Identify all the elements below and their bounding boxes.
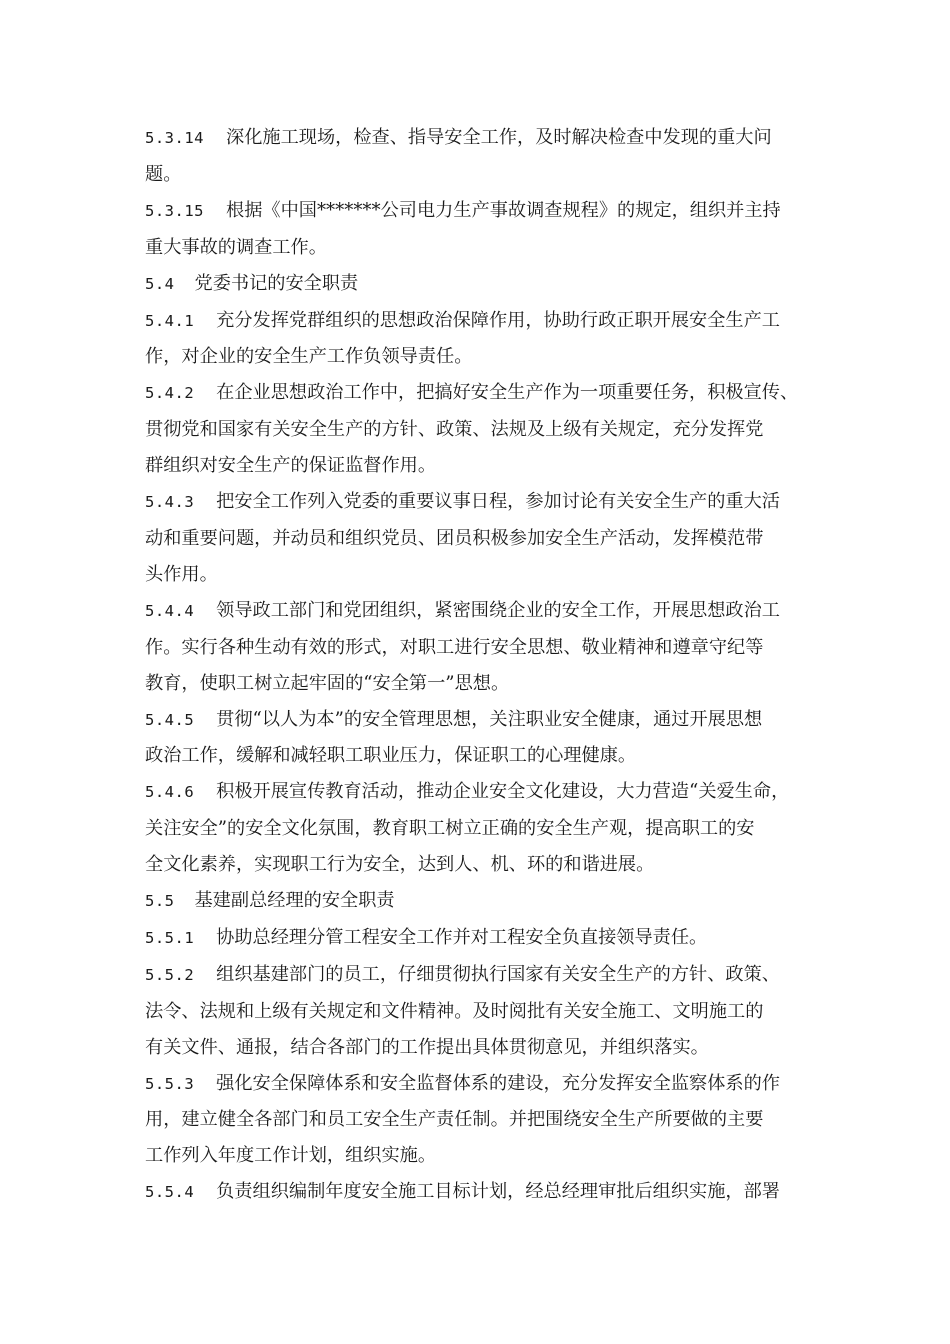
paragraph-line: 教育，使职工树立起牢固的“安全第一”思想。 (145, 672, 510, 694)
section-heading-5-5 (145, 883, 810, 920)
paragraph-line: 群组织对安全生产的保证监督作用。 (145, 455, 437, 477)
clause-text: 深化施工现场，检查、指导安全工作，及时解决检查中发现的重大问 (226, 127, 772, 148)
paragraph-5-4-3 (145, 484, 810, 593)
paragraph-line (145, 303, 810, 340)
clause-text: 积极开展宣传教育活动，推动企业安全文化建设，大力营造“关爱生命， (216, 781, 790, 803)
paragraph-line (145, 702, 810, 739)
paragraph-5-4-6 (145, 774, 810, 883)
clause-text: 贯彻“以人为本”的安全管理思想，关注职业安全健康，通过开展思想 (216, 708, 763, 730)
section-title: 党委书记的安全职责 (194, 272, 359, 294)
clause-number: 5.4.6 (145, 783, 195, 802)
paragraph-5-4-5 (145, 702, 810, 775)
paragraph-5-5-4 (145, 1174, 810, 1211)
clause-number: 5.5.2 (145, 965, 195, 984)
clause-number: 5.3.14 (145, 129, 204, 147)
section-number: 5.5 (145, 892, 175, 911)
paragraph-line (145, 266, 810, 303)
clause-number: 5.4.5 (145, 710, 195, 729)
clause-text: 充分发挥党群组织的思想政治保障作用，协助行政正职开展安全生产工 (216, 309, 780, 331)
paragraph-line (145, 1066, 810, 1103)
clause-text: 协助总经理分管工程安全工作并对工程安全负直接领导责任。 (216, 926, 708, 948)
clause-text: 把安全工作列入党委的重要议事日程，参加讨论有关安全生产的重大活 (216, 491, 780, 513)
paragraph-5-3-15 (145, 193, 810, 266)
paragraph-line (145, 957, 810, 994)
paragraph-line: 关注安全”的安全文化氛围，教育职工树立正确的安全生产观，提高职工的安 (145, 818, 755, 840)
clause-number: 5.5.4 (145, 1183, 195, 1202)
paragraph-5-5-3 (145, 1066, 810, 1175)
section-title: 基建副总经理的安全职责 (194, 890, 395, 912)
paragraph-5-4-2 (145, 375, 810, 484)
paragraph-line (145, 883, 810, 920)
paragraph-line (145, 920, 810, 957)
paragraph-5-3-14 (145, 120, 810, 193)
section-heading-5-4 (145, 266, 810, 303)
paragraph-line: 有关文件、通报，结合各部门的工作提出具体贯彻意见，并组织落实。 (145, 1036, 709, 1058)
paragraph-line: 政治工作，缓解和减轻职工职业压力，保证职工的心理健康。 (145, 745, 637, 767)
paragraph-line: 题。 (145, 163, 182, 185)
clause-text: 在企业思想政治工作中，把搞好安全生产作为一项重要任务，积极宣传、 (216, 382, 799, 404)
paragraph-line: 全文化素养，实现职工行为安全，达到人、机、环的和谐进展。 (145, 854, 655, 876)
clause-text: 负责组织编制年度安全施工目标计划，经总经理审批后组织实施，部署 (216, 1181, 780, 1203)
paragraph-line: 动和重要问题，并动员和组织党员、团员积极参加安全生产活动，发挥模范带 (145, 527, 764, 549)
paragraph-line: 作。实行各种生动有效的形式，对职工进行安全思想、敬业精神和遵章守纪等 (145, 636, 764, 658)
paragraph-line: 重大事故的调查工作。 (145, 236, 327, 258)
paragraph-line: 作，对企业的安全生产工作负领导责任。 (145, 346, 473, 368)
paragraph-line (145, 1174, 810, 1211)
paragraph-line (145, 774, 810, 811)
paragraph-line: 头作用。 (145, 563, 218, 585)
paragraph-line: 用，建立健全各部门和员工安全生产责任制。并把围绕安全生产所要做的主要 (145, 1109, 764, 1131)
document-body (145, 120, 810, 1211)
paragraph-line: 贯彻党和国家有关安全生产的方针、政策、法规及上级有关规定，充分发挥党 (145, 419, 764, 441)
paragraph-line (145, 484, 810, 521)
clause-number: 5.4.4 (145, 601, 195, 620)
clause-text: 领导政工部门和党团组织，紧密围绕企业的安全工作，开展思想政治工 (216, 599, 780, 621)
clause-number: 5.5.3 (145, 1074, 195, 1093)
clause-text: 根据《中国*******公司电力生产事故调查规程》的规定，组织并主持 (226, 199, 781, 221)
paragraph-line: 工作列入年度工作计划，组织实施。 (145, 1145, 437, 1167)
clause-text: 组织基建部门的员工，仔细贯彻执行国家有关安全生产的方针、政策、 (216, 963, 780, 985)
clause-number: 5.4.3 (145, 493, 195, 512)
paragraph-line (145, 120, 810, 157)
paragraph-line (145, 193, 810, 230)
paragraph-5-4-4 (145, 593, 810, 702)
section-number: 5.4 (145, 274, 175, 293)
clause-number: 5.4.1 (145, 311, 195, 330)
clause-number: 5.4.2 (145, 384, 195, 403)
paragraph-5-5-1 (145, 920, 810, 957)
clause-number: 5.3.15 (145, 201, 204, 220)
paragraph-5-4-1 (145, 303, 810, 376)
clause-text: 强化安全保障体系和安全监督体系的建设，充分发挥安全监察体系的作 (216, 1072, 780, 1094)
paragraph-line (145, 593, 810, 630)
clause-number: 5.5.1 (145, 928, 195, 947)
paragraph-line (145, 375, 810, 412)
paragraph-5-5-2 (145, 957, 810, 1066)
paragraph-line: 法令、法规和上级有关规定和文件精神。及时阅批有关安全施工、文明施工的 (145, 1000, 764, 1022)
